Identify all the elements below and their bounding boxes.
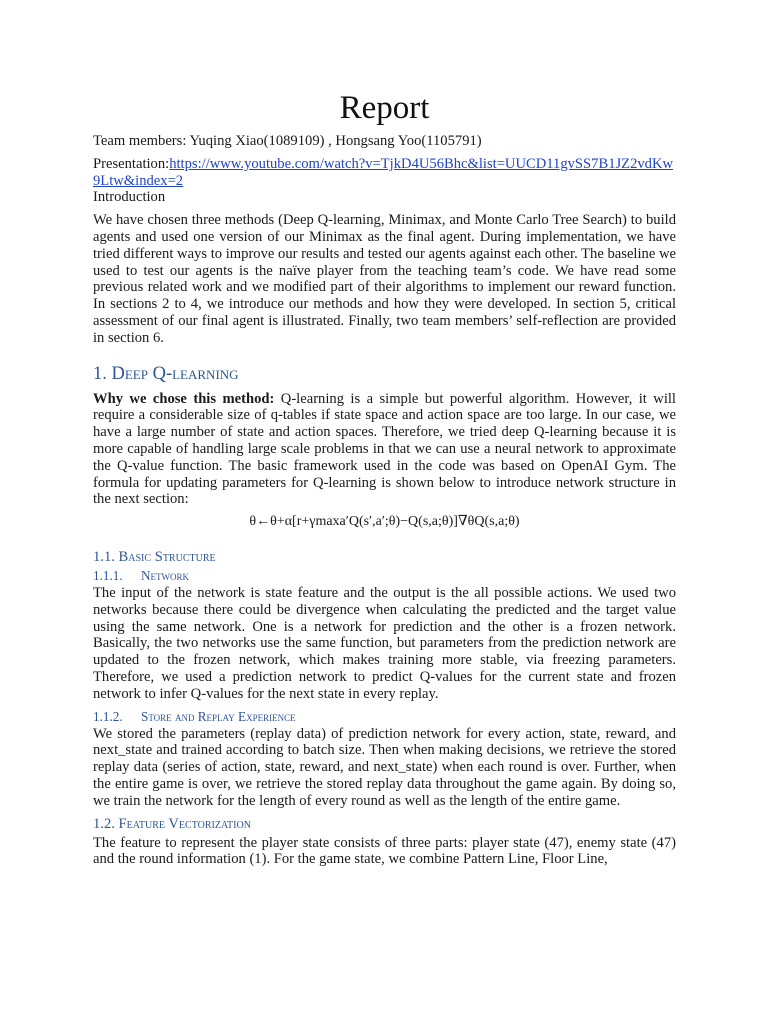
presentation-line	[93, 156, 676, 190]
section-1-1-1-heading	[93, 568, 676, 584]
document-title: Report	[339, 90, 430, 126]
why-text: Q-learning is a simple but powerful algorithm. However, it will require a considerable size of q-tables if state space and action space are too large. In our case, we have a large number of state and action spaces. Therefore, we tried deep Q-learning because it is more capable of handling large scale problems in that we can use a neural network to approximate the Q-value function. The basic framework used in the code was based on OpenAI Gym. The formula for updating parameters for Q-learning is shown below to introduce network structure in the next section:	[93, 390, 676, 508]
replay-paragraph: We stored the parameters (replay data) of prediction network for every action, state, reward, and next_state and trained according to batch size. Then when making decisions, we retrieve the stored replay data (series of action, state, reward, and next_state) when each round is over. Further, when the entire game is over, we retrieve the stored replay data throughout the game again. By doing so, we train the network for the length of every round as well as the length of the entire game.	[93, 725, 676, 809]
document-page	[93, 88, 676, 868]
section-1-1-1-title: Network	[141, 567, 190, 583]
section-1-2-heading: 1.2. Feature Vectorization	[93, 815, 251, 832]
presentation-label: Presentation:	[93, 155, 170, 172]
q-learning-formula: θ←θ+α[r+γmaxa′Q(s′,a′;θ)−Q(s,a;θ)]∇θQ(s,a;θ)	[249, 514, 520, 530]
network-paragraph: The input of the network is state feature and the output is the all possible actions. We used two networks because there could be divergence when calculating the predicted and the target value using the same network. One is a network for prediction and the other is a frozen network. Basically, the two networks use the same function, but parameters from the prediction network are updated to the frozen network, which makes training more stable, via freezing parameters. Therefore, we used a prediction network to predict Q-values for the current state and frozen network to infer Q-values for the next state in every replay.	[93, 584, 676, 702]
why-label: Why we chose this method:	[93, 390, 275, 407]
intro-heading: Introduction	[93, 189, 166, 206]
feature-paragraph: The feature to represent the player state consists of three parts: player state (47), enemy state (47) and the round information (1). For the game state, we combine Pattern Line, Floor Line,	[93, 834, 676, 868]
section-1-1-2-heading	[93, 709, 676, 725]
section-1-heading: 1. Deep Q-learning	[93, 363, 239, 384]
section-1-1-2-number: 1.1.2.	[93, 708, 123, 724]
section-1-1-heading: 1.1. Basic Structure	[93, 548, 216, 565]
why-paragraph	[93, 391, 676, 509]
presentation-link[interactable]: https://www.youtube.com/watch?v=TjkD4U56Bhc&list=UUCD11gvSS7B1JZ2vdKw9Ltw&index=2	[93, 155, 674, 189]
section-1-1-1-number: 1.1.1.	[93, 567, 123, 583]
section-1-1-2-title: Store and Replay Experience	[141, 708, 296, 724]
team-members: Team members: Yuqing Xiao(1089109) , Hongsang Yoo(1105791)	[93, 133, 482, 149]
intro-paragraph: We have chosen three methods (Deep Q-learning, Minimax, and Monte Carlo Tree Search) to build agents and used one version of our Minimax as the final agent. During implementation, we have tried different ways to improve our results and tested our agents against each other. The baseline we used to test our agents is the naïve player from the teaching team’s code. We have read some previous related work and we modified part of their algorithms to implement our reward function. In sections 2 to 4, we introduce our methods and how they were developed. In section 5, critical assessment of our final agent is illustrated. Finally, two team members’ self-reflection are provided in section 6.	[93, 212, 676, 346]
